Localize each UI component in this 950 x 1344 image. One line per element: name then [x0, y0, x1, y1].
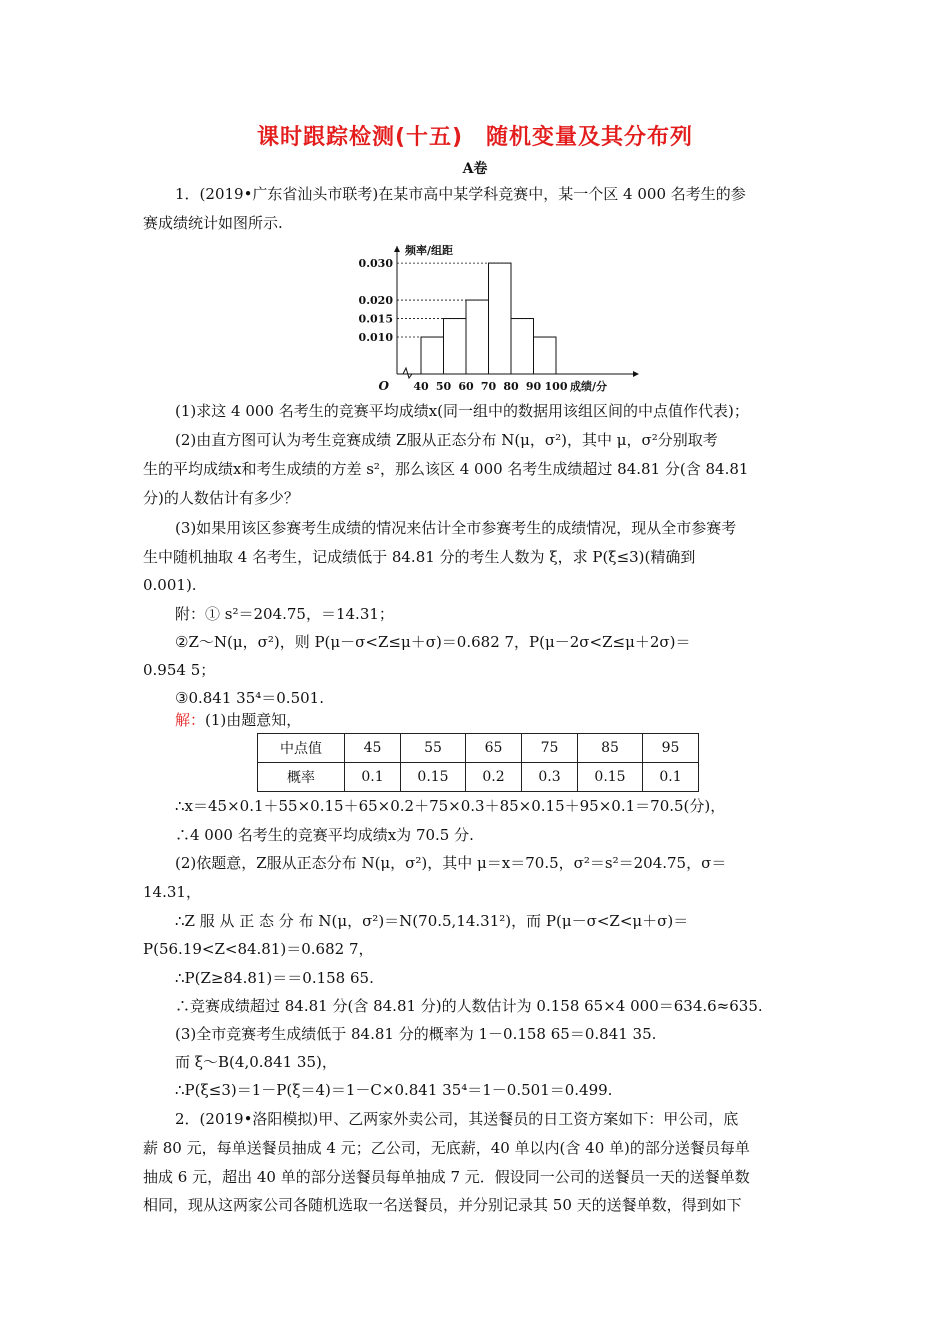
x-axis-arrow	[633, 371, 639, 377]
table-cell: 0.2	[466, 763, 522, 792]
x-tick-label: 90	[525, 380, 542, 393]
solution-intro: (1)由题意知，	[205, 711, 302, 729]
x-tick-label: 40	[413, 380, 429, 393]
solution-step-1: ∴x＝45×0.1＋55×0.15＋65×0.2＋75×0.3＋85×0.15＋95×0.1＝70.5(分)，	[175, 797, 726, 815]
problem-2-line-1: 2．(2019•洛阳模拟)甲、乙两家外卖公司，其送餐员的日工资方案如下：甲公司，底	[175, 1110, 739, 1128]
table-cell: 45	[345, 734, 401, 763]
x-tick-label: 50	[435, 380, 452, 393]
table-cell: 85	[578, 734, 643, 763]
section-label: A卷	[462, 161, 488, 177]
table-header-cell: 中点值	[258, 734, 345, 763]
y-tick-label: 0.010	[358, 331, 393, 345]
problem-2-line-2: 薪 80 元，每单送餐员抽成 4 元；乙公司，无底薪，40 单以内(含 40 单)的部分送餐员每单	[143, 1139, 750, 1157]
solution-label: 解：	[175, 711, 206, 729]
table-row	[258, 763, 699, 792]
note-3: ③0.841 35⁴＝0.501.	[175, 689, 324, 707]
solution-step-8: 而 ξ～B(4,0.841 35)，	[175, 1053, 337, 1071]
question-3-line-2: 生中随机抽取 4 名考生，记成绩低于 84.81 分的考生人数为 ξ，求 P(ξ≤3)(精确到	[143, 548, 696, 566]
question-2-line-3: 分)的人数估计有多少？	[143, 489, 299, 507]
y-axis-label: 频率/组距	[405, 244, 454, 257]
problem-1-line-2: 赛成绩统计如图所示.	[143, 214, 283, 232]
x-tick-label: 80	[503, 380, 519, 393]
question-2-line-1: (2)由直方图可认为考生竞赛成绩 Z服从正态分布 N(μ，σ²)，其中 μ，σ²分别取考	[175, 431, 718, 449]
y-tick-label: 0.020	[358, 294, 393, 308]
x-tick-label: 100	[544, 380, 568, 393]
x-tick-label: 70	[480, 380, 497, 393]
x-axis-label: 成绩/分	[570, 380, 608, 393]
y-tick-label: 0.030	[358, 257, 393, 271]
histogram-bar	[421, 337, 444, 374]
note-1: 附：① s²＝204.75，＝14.31；	[175, 605, 394, 623]
solution-step-4-line-2: P(56.19<Z<84.81)＝0.682 7，	[143, 940, 374, 958]
solution-line-1	[175, 710, 301, 730]
table-cell: 0.1	[643, 763, 699, 792]
table-cell: 0.15	[578, 763, 643, 792]
note-2-line-1: ②Z～N(μ，σ²)，则 P(μ－σ<Z≤μ＋σ)＝0.682 7，P(μ－2σ<Z≤μ＋2σ)＝	[175, 633, 691, 651]
x-tick-label: 60	[458, 380, 474, 393]
note-2-line-2: 0.954 5；	[143, 661, 216, 679]
histogram-bar	[444, 319, 467, 374]
table-cell: 0.3	[522, 763, 578, 792]
axis-break-mark	[403, 368, 415, 378]
solution-step-7: (3)全市竞赛考生成绩低于 84.81 分的概率为 1－0.158 65＝0.841 35.	[175, 1025, 657, 1043]
histogram-chart	[355, 238, 645, 393]
histogram-bar	[534, 337, 557, 374]
solution-step-4-line-1: ∴Z 服 从 正 态 分 布 N(μ，σ²)＝N(70.5,14.31²)，而 P(μ－σ<Z<μ＋σ)＝	[175, 912, 689, 930]
question-3-line-3: 0.001).	[143, 576, 197, 594]
solution-step-6: ∴竞赛成绩超过 84.81 分(含 84.81 分)的人数估计为 0.158 65×4 000＝634.6≈635.	[175, 997, 763, 1015]
midpoint-probability-table	[257, 733, 699, 792]
table-cell: 75	[522, 734, 578, 763]
y-axis-arrow	[394, 246, 400, 252]
histogram-bar	[511, 319, 534, 374]
problem-2-line-3: 抽成 6 元，超出 40 单的部分送餐员每单抽成 7 元．假设同一公司的送餐员一天的送餐单数	[143, 1168, 750, 1186]
table-cell: 0.15	[401, 763, 466, 792]
table-cell: 95	[643, 734, 699, 763]
histogram-bar	[489, 263, 512, 374]
solution-step-3-line-2: 14.31，	[143, 883, 201, 901]
table-cell: 55	[401, 734, 466, 763]
histogram-bar	[466, 300, 489, 374]
question-3-line-1: (3)如果用该区参赛考生成绩的情况来估计全市参赛考生的成绩情况，现从全市参赛考	[175, 519, 737, 537]
solution-step-3-line-1: (2)依题意，Z服从正态分布 N(μ，σ²)，其中 μ＝x＝70.5，σ²＝s²＝204.75，σ＝	[175, 854, 727, 872]
problem-1-line-1: 1．(2019•广东省汕头市联考)在某市高中某学科竞赛中，某一个区 4 000 名考生的参	[175, 185, 746, 203]
table-cell: 0.1	[345, 763, 401, 792]
solution-step-9: ∴P(ξ≤3)＝1－P(ξ＝4)＝1－C×0.841 35⁴＝1－0.501＝0.499.	[175, 1081, 613, 1099]
y-tick-label: 0.015	[358, 312, 393, 326]
page-title: 课时跟踪检测(十五) 随机变量及其分布列	[256, 125, 694, 150]
question-2-line-2: 生的平均成绩x和考生成绩的方差 s²，那么该区 4 000 名考生成绩超过 84.81 分(含 84.81	[143, 460, 749, 478]
table-cell: 65	[466, 734, 522, 763]
solution-step-5: ∴P(Z≥84.81)＝＝0.158 65.	[175, 969, 374, 987]
solution-step-2: ∴4 000 名考生的竞赛平均成绩x为 70.5 分.	[175, 826, 474, 844]
table-row	[258, 734, 699, 763]
origin-label: O	[378, 379, 389, 393]
problem-2-line-4: 相同，现从这两家公司各随机选取一名送餐员，并分别记录其 50 天的送餐单数，得到如下	[143, 1196, 742, 1214]
table-header-cell: 概率	[258, 763, 345, 792]
question-1: (1)求这 4 000 名考生的竞赛平均成绩x(同一组中的数据用该组区间的中点值作代表)；	[175, 402, 749, 420]
